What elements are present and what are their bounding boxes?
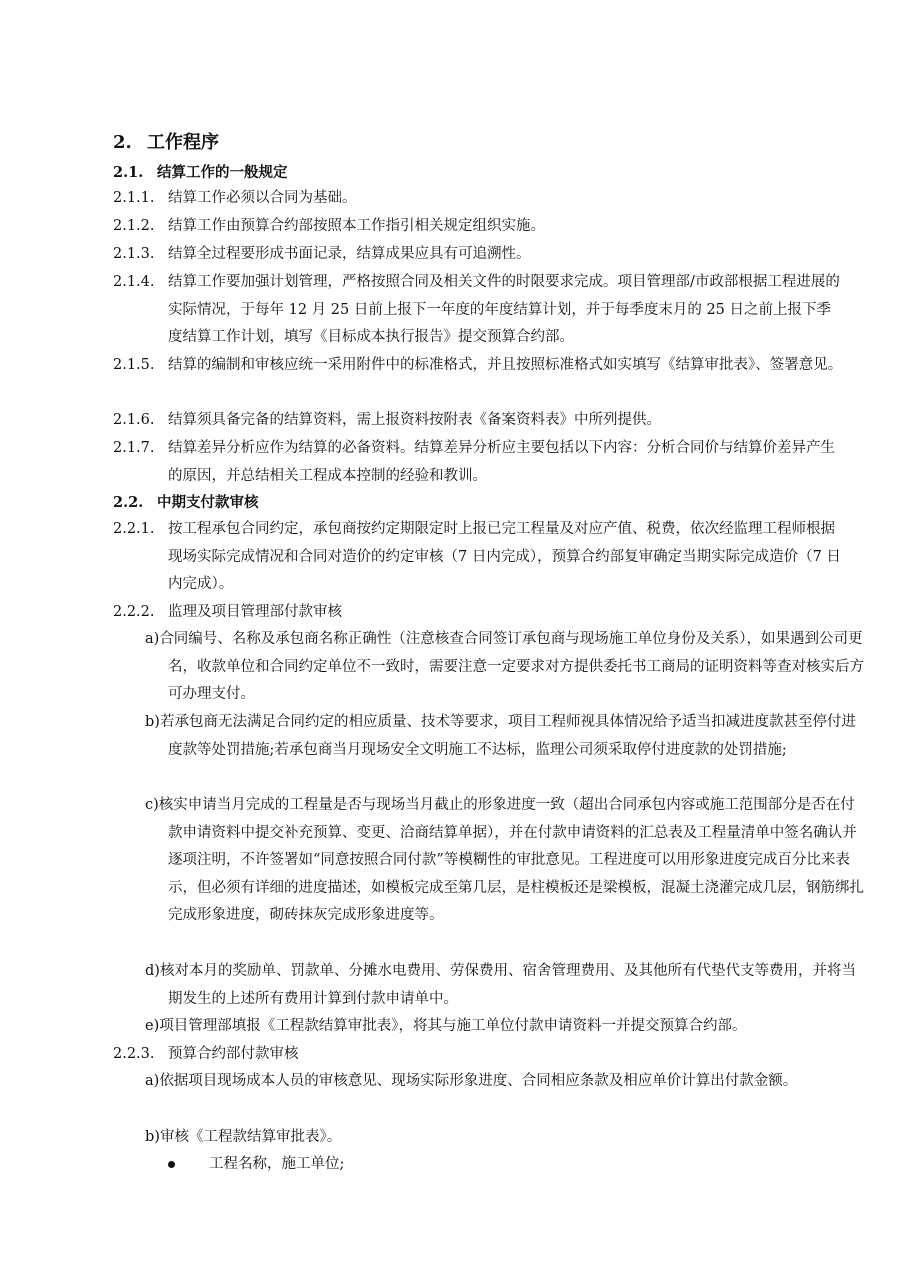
- clause-text: 结算差异分析应作为结算的必备资料。结算差异分析应主要包括以下内容：分析合同价与结算价差异产生的原因，并总结相关工程成本控制的经验和教训。: [168, 440, 835, 484]
- subsection-title: 结算工作的一般规定: [157, 164, 288, 181]
- clause-number: 2.1.1.: [113, 190, 155, 206]
- subclause-text: 合同编号、名称及承包商名称正确性（注意核查合同签订承包商与现场施工单位身份及关系），如果遇到公司更名，收款单位和合同约定单位不一致时，需要注意一定要求对方提供委托书工商局的证明资料等查对核实后方可办理支付。: [159, 631, 864, 702]
- clause-2-2-2: [113, 599, 843, 627]
- section-number: 2.: [113, 132, 132, 153]
- clause-text: 监理及项目管理部付款审核: [168, 604, 342, 620]
- clause-2-1-2: [113, 213, 843, 241]
- subsection-heading-2-2: [113, 492, 259, 514]
- clause-number: 2.1.3.: [113, 246, 155, 262]
- subclause-text: 项目管理部填报《工程款结算审批表》，将其与施工单位付款申请资料一并提交预算合约部。: [159, 1018, 747, 1034]
- clause-text: 结算的编制和审核应统一采用附件中的标准格式，并且按照标准格式如实填写《结算审批表》、签署意见。: [168, 357, 843, 373]
- clause-number: 2.1.7.: [113, 440, 155, 456]
- clause-text: 结算须具备完备的结算资料，需上报资料按附表《备案资料表》中所列提供。: [168, 412, 661, 428]
- subclause-mark: a): [145, 1073, 160, 1089]
- subsection-number: 2.2.: [113, 494, 144, 511]
- clause-text: 预算合约部付款审核: [168, 1046, 299, 1062]
- clause-number: 2.1.6.: [113, 412, 155, 428]
- subclause-text: 核实申请当月完成的工程量是否与现场当月截止的形象进度一致（超出合同承包内容或施工范围部分是否在付款申请资料中提交补充预算、变更、洽商结算单据），并在付款申请资料的汇总表及工程量清单中签名确认并逐项注明，不许签署如“同意按照合同付款”等模糊性的审批意见。工程进度可以用形象进度完成百分比来表示，但必须有详细的进度描述，如模板完成至第几层，是柱模板还是梁模板，混凝土浇灌完成几层，钢筋绑扎完成形象进度，砌砖抹灰完成形象进度等。: [158, 797, 864, 923]
- subclause-text: 若承包商无法满足合同约定的相应质量、技术等要求，项目工程师视具体情况给予适当扣减进度款甚至停付进度款等处罚措施;若承包商当月现场安全文明施工不达标，监理公司须采取停付进度款的处罚措施;: [159, 714, 856, 758]
- clause-text: 结算工作必须以合同为基础。: [168, 190, 357, 206]
- subclause-mark: e): [145, 1018, 160, 1034]
- clause-text: 按工程承包合同约定，承包商按约定期限定时上报已完工程量及对应产值、税费，依次经监理工程师根据现场实际完成情况和合同对造价的约定审核（7 日内完成），预算合约部复审确定当期实际完成造价（7 日内完成）。: [168, 521, 841, 592]
- clause-2-1-7: [113, 435, 843, 490]
- clause-text: 结算全过程要形成书面记录，结算成果应具有可追溯性。: [168, 246, 531, 262]
- clause-number: 2.2.3.: [113, 1046, 155, 1062]
- bullet-dot-icon: [168, 1161, 175, 1168]
- subclause-c: [145, 792, 868, 930]
- clause-number: 2.1.4.: [113, 274, 155, 290]
- clause-text: 结算工作要加强计划管理，严格按照合同及相关文件的时限要求完成。项目管理部/市政部根据工程进展的实际情况，于每年 12 月 25 日前上报下一年度的年度结算计划，并于每季度末月的 25 日之前上报下季度结算工作计划，填写《目标成本执行报告》提交预算合约部。: [168, 274, 840, 345]
- clause-2-2-3: [113, 1041, 843, 1069]
- clause-2-1-6: [113, 407, 843, 435]
- subclause-mark: b): [145, 1129, 160, 1145]
- clause-2-1-4: [113, 269, 843, 352]
- section-title: 工作程序: [147, 132, 219, 153]
- subclause-text: 审核《工程款结算审批表》。: [159, 1129, 342, 1145]
- clause-number: 2.2.1.: [113, 521, 155, 537]
- clause-number: 2.2.2.: [113, 604, 155, 620]
- subclause-a-2: [145, 1068, 868, 1096]
- subclause-mark: c): [145, 797, 159, 813]
- clause-2-1-1: [113, 185, 843, 213]
- clause-number: 2.1.5.: [113, 357, 155, 373]
- subclause-text: 依据项目现场成本人员的审核意见、现场实际形象进度、合同相应条款及相应单价计算出付款金额。: [159, 1073, 798, 1089]
- subclause-text: 核对本月的奖励单、罚款单、分摊水电费用、劳保费用、宿舍管理费用、及其他所有代垫代支等费用，并将当期发生的上述所有费用计算到付款申请单中。: [159, 963, 856, 1007]
- clause-2-1-3: [113, 241, 843, 269]
- subsection-heading-2-1: [113, 162, 288, 184]
- subclause-b-2: [145, 1124, 868, 1152]
- subclause-d: [145, 958, 868, 1013]
- subclause-b: [145, 709, 868, 764]
- clause-2-1-5: [113, 352, 843, 380]
- subclause-e: [145, 1013, 868, 1041]
- subclause-a: [145, 626, 868, 709]
- subclause-mark: a): [145, 631, 160, 647]
- clause-number: 2.1.2.: [113, 218, 155, 234]
- clause-2-2-1: [113, 516, 843, 599]
- subclause-mark: d): [145, 963, 160, 979]
- clause-text: 结算工作由预算合约部按照本工作指引相关规定组织实施。: [168, 218, 545, 234]
- subclause-mark: b): [145, 714, 160, 730]
- bullet-text: 工程名称，施工单位;: [209, 1156, 345, 1172]
- subsection-title: 中期支付款审核: [157, 494, 259, 511]
- bullet-item: [168, 1151, 344, 1179]
- section-heading: [113, 130, 219, 156]
- subsection-number: 2.1.: [113, 164, 144, 181]
